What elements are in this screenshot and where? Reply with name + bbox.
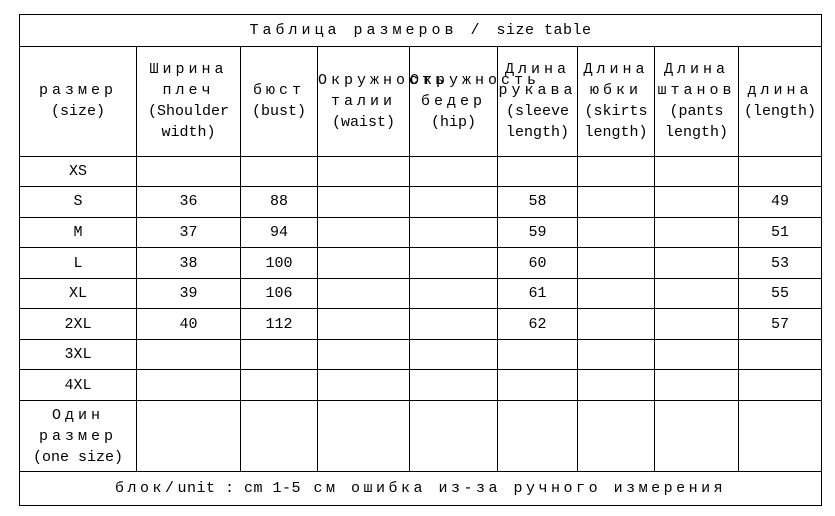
table-cell [318, 401, 410, 472]
column-header-en: (bust) [251, 103, 306, 121]
cell-bust: 94 [241, 217, 318, 248]
column-header-bust [241, 46, 318, 156]
column-header-skirt [578, 46, 655, 156]
cell-hip [410, 339, 498, 370]
column-header-ru: Окружность бедер [410, 71, 541, 110]
cell-skirt [578, 370, 655, 401]
cell-sleeve [498, 370, 578, 401]
column-header-ru: бюст [252, 82, 305, 100]
cell-shoulder [137, 156, 241, 187]
cell-hip [410, 156, 498, 187]
cell-waist [318, 309, 410, 340]
cell-skirt [578, 217, 655, 248]
cell-sleeve: 59 [498, 217, 578, 248]
table-row [20, 309, 822, 340]
table-cell [655, 401, 739, 472]
cell-waist [318, 156, 410, 187]
column-header-ru: длина [747, 82, 813, 100]
cell-bust: 100 [241, 248, 318, 279]
column-header-ru: размер [38, 82, 117, 100]
cell-shoulder: 39 [137, 278, 241, 309]
table-row [20, 248, 822, 279]
table-title [20, 15, 822, 47]
column-header-en: (waist) [331, 113, 395, 131]
cell-pants [655, 370, 739, 401]
cell-waist [318, 217, 410, 248]
table-cell [578, 401, 655, 472]
data-rows [20, 156, 822, 400]
column-header-en: (sleeve length) [505, 103, 569, 142]
column-header-en: (pants length) [664, 103, 728, 142]
cell-skirt [578, 156, 655, 187]
cell-waist [318, 339, 410, 370]
cell-sleeve [498, 339, 578, 370]
cell-waist [318, 248, 410, 279]
cell-bust: 112 [241, 309, 318, 340]
column-header-en: (length) [744, 103, 817, 121]
cell-bust [241, 339, 318, 370]
cell-length: 55 [739, 278, 822, 309]
cell-shoulder [137, 370, 241, 401]
column-header-size [20, 46, 137, 156]
cell-shoulder: 40 [137, 309, 241, 340]
cell-length: 51 [739, 217, 822, 248]
size-table [19, 14, 822, 506]
cell-waist [318, 187, 410, 218]
table-cell [241, 401, 318, 472]
column-header-en: (Shoulder width) [147, 103, 229, 142]
cell-pants [655, 278, 739, 309]
size-label: 4XL [20, 370, 137, 401]
cell-bust: 106 [241, 278, 318, 309]
header-row [20, 46, 822, 156]
table-row [20, 156, 822, 187]
cell-length: 49 [739, 187, 822, 218]
size-label: 3XL [20, 339, 137, 370]
cell-waist [318, 370, 410, 401]
column-header-en: (size) [50, 103, 105, 121]
table-row [20, 187, 822, 218]
table-title-ru: Таблица размеров / [249, 21, 484, 39]
cell-length: 53 [739, 248, 822, 279]
table-row [20, 339, 822, 370]
size-label: S [20, 187, 137, 218]
table-footer [20, 472, 822, 506]
cell-skirt [578, 248, 655, 279]
cell-pants [655, 187, 739, 218]
column-header-length [739, 46, 822, 156]
table-row [20, 370, 822, 401]
column-header-ru: Окружность талии [318, 71, 449, 110]
cell-skirt [578, 278, 655, 309]
table-row [20, 217, 822, 248]
one-size-row [20, 401, 822, 472]
cell-hip [410, 278, 498, 309]
column-header-ru: Длина штанов [657, 61, 736, 100]
cell-sleeve: 60 [498, 248, 578, 279]
one-size-en: (one size) [32, 448, 123, 466]
cell-skirt [578, 339, 655, 370]
table-cell [739, 401, 822, 472]
cell-shoulder: 37 [137, 217, 241, 248]
column-header-shoulder [137, 46, 241, 156]
cell-pants [655, 248, 739, 279]
column-header-waist [318, 46, 449, 156]
column-header-ru: Длина юбки [583, 61, 649, 100]
cell-bust [241, 370, 318, 401]
footer-unit-en: unit : cm 1-5 [177, 480, 302, 498]
cell-pants [655, 339, 739, 370]
size-label: 2XL [20, 309, 137, 340]
cell-length [739, 339, 822, 370]
column-header-pants [655, 46, 739, 156]
table-cell [498, 401, 578, 472]
cell-length [739, 370, 822, 401]
cell-pants [655, 309, 739, 340]
size-label: M [20, 217, 137, 248]
cell-skirt [578, 309, 655, 340]
cell-hip [410, 370, 498, 401]
cell-waist [318, 278, 410, 309]
column-header-ru: Длина рукава [498, 61, 577, 100]
one-size-label [20, 401, 137, 472]
cell-shoulder [137, 339, 241, 370]
cell-hip [410, 217, 498, 248]
footer-note-ru: см ошибка из-за ручного измерения [313, 480, 727, 498]
cell-hip [410, 187, 498, 218]
one-size-ru: Один размер [38, 406, 117, 445]
cell-sleeve [498, 156, 578, 187]
cell-length [739, 156, 822, 187]
cell-length: 57 [739, 309, 822, 340]
cell-pants [655, 156, 739, 187]
cell-skirt [578, 187, 655, 218]
table-cell [137, 401, 241, 472]
cell-sleeve: 58 [498, 187, 578, 218]
cell-sleeve: 61 [498, 278, 578, 309]
cell-pants [655, 217, 739, 248]
cell-bust [241, 156, 318, 187]
cell-hip [410, 248, 498, 279]
table-row [20, 278, 822, 309]
column-header-en: (hip) [430, 113, 476, 131]
cell-hip [410, 309, 498, 340]
size-label: L [20, 248, 137, 279]
table-title-en: size table [496, 21, 592, 39]
column-header-sleeve [498, 46, 578, 156]
table-cell [410, 401, 498, 472]
cell-shoulder: 38 [137, 248, 241, 279]
cell-bust: 88 [241, 187, 318, 218]
footer-unit-ru: блок/ [114, 480, 178, 498]
cell-shoulder: 36 [137, 187, 241, 218]
size-label: XS [20, 156, 137, 187]
column-header-ru: Ширина плеч [149, 61, 228, 100]
column-header-en: (skirts length) [584, 103, 648, 142]
size-label: XL [20, 278, 137, 309]
cell-sleeve: 62 [498, 309, 578, 340]
